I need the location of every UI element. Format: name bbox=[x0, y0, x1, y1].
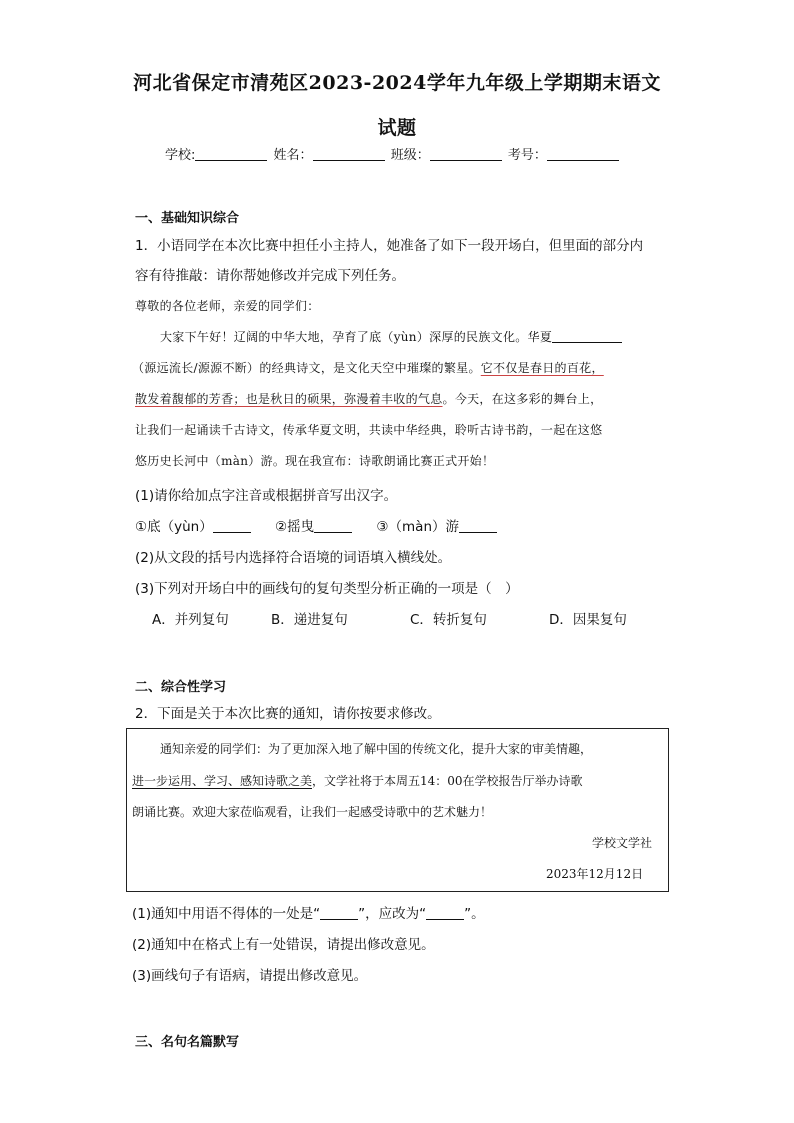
passage-line3-text: 。今天，在这多彩的舞台上， bbox=[442, 392, 603, 406]
notice-line3: 朗诵比赛。欢迎大家莅临观看，让我们一起感受诗歌中的艺术魅力！ bbox=[132, 805, 493, 819]
option-a[interactable]: A．并列复句 bbox=[152, 612, 229, 628]
passage-greeting: 尊敬的各位老师，亲爱的同学们： bbox=[135, 299, 320, 313]
fill-blank-1[interactable] bbox=[552, 330, 622, 343]
page-title: 河北省保定市清苑区2023-2024学年九年级上学期期末语文 bbox=[133, 72, 661, 94]
passage-line2-text: （源远流长/源源不断）的经典诗文，是文化天空中璀璨的繁星。 bbox=[132, 361, 481, 375]
exam-no-blank[interactable] bbox=[547, 148, 619, 161]
notice-line2 bbox=[132, 772, 583, 789]
passage-line5: 悠历史长河中（màn）游。现在我宣布：诗歌朗诵比赛正式开始！ bbox=[135, 454, 495, 468]
sub-question-1-items bbox=[135, 515, 497, 535]
q2-sub-question-3: (3)画线句子有语病，请提出修改意见。 bbox=[132, 968, 368, 984]
page-title-cont: 试题 bbox=[377, 117, 417, 139]
name-blank[interactable] bbox=[313, 148, 385, 161]
underlined-sentence-part2: 散发着馥郁的芳香；也是秋日的硕果，弥漫着丰收的气息 bbox=[135, 392, 443, 406]
answer-blank-2[interactable] bbox=[314, 520, 352, 533]
q2-sub1-text-c: ”。 bbox=[464, 906, 485, 922]
passage-line3 bbox=[135, 390, 602, 407]
passage-line1 bbox=[160, 328, 622, 345]
sub-question-1: (1)请你给加点字注音或根据拼音写出汉字。 bbox=[135, 488, 398, 504]
option-d[interactable]: D．因果复句 bbox=[549, 612, 627, 628]
passage-line1-text: 大家下午好！辽阔的中华大地，孕育了底（yùn）深厚的民族文化。华夏 bbox=[160, 330, 553, 344]
notice-line2-text: ，文学社将于本周五14：00在学校报告厅举办诗歌 bbox=[312, 774, 583, 788]
sub-question-3: (3)下列对开场白中的画线句的复句类型分析正确的一项是（ ） bbox=[135, 581, 519, 597]
sub-question-2: (2)从文段的括号内选择符合语境的词语填入横线处。 bbox=[135, 550, 452, 566]
section1-heading: 一、基础知识综合 bbox=[135, 211, 240, 226]
notice-underlined-sentence: 进一步运用、学习、感知诗歌之美 bbox=[132, 774, 313, 788]
q1-text-line2: 容有待推敲：请你帮她修改并完成下列任务。 bbox=[135, 268, 405, 284]
answer-blank-1[interactable] bbox=[213, 520, 251, 533]
section3-heading: 三、名句名篇默写 bbox=[135, 1035, 240, 1050]
school-label: 学校: bbox=[165, 148, 196, 163]
option-b[interactable]: B．递进复句 bbox=[271, 612, 348, 628]
item-yaoye: ②摇曳 bbox=[275, 519, 315, 535]
answer-blank-3[interactable] bbox=[459, 520, 497, 533]
notice-line1: 通知亲爱的同学们：为了更加深入地了解中国的传统文化，提升大家的审美情趣， bbox=[160, 742, 593, 756]
passage-line4: 让我们一起诵读千古诗文，传承华夏文明，共读中华经典，聆听古诗书韵，一起在这悠 bbox=[135, 423, 603, 437]
school-blank[interactable] bbox=[195, 148, 267, 161]
student-info bbox=[165, 144, 621, 163]
exam-no-label: 考号： bbox=[507, 148, 547, 163]
notice-date: 2023年12月12日 bbox=[546, 867, 644, 881]
class-blank[interactable] bbox=[430, 148, 502, 161]
passage-line2 bbox=[132, 359, 604, 376]
q2-sub1-text-a: (1)通知中用语不得体的一处是“ bbox=[132, 906, 321, 922]
q1-text-line1: 1．小语同学在本次比赛中担任小主持人，她准备了如下一段开场白，但里面的部分内 bbox=[135, 238, 644, 254]
underlined-sentence-part1: 它不仅是春日的百花， bbox=[480, 361, 604, 375]
item-yun: ①底（yùn） bbox=[135, 519, 213, 535]
notice-signer: 学校文学社 bbox=[592, 836, 653, 850]
name-label: 姓名： bbox=[273, 148, 313, 163]
option-c[interactable]: C．转折复句 bbox=[410, 612, 487, 628]
q2-sub-question-2: (2)通知中在格式上有一处错误，请提出修改意见。 bbox=[132, 937, 435, 953]
section2-heading: 二、综合性学习 bbox=[135, 680, 227, 695]
q2-text: 2．下面是关于本次比赛的通知，请你按要求修改。 bbox=[135, 706, 441, 722]
item-man: ③（màn）游 bbox=[376, 519, 460, 535]
class-label: 班级： bbox=[390, 148, 430, 163]
q2-answer-blank-2[interactable] bbox=[426, 907, 464, 920]
q2-answer-blank-1[interactable] bbox=[320, 907, 358, 920]
q2-sub-question-1 bbox=[132, 902, 485, 922]
q2-sub1-text-b: ”，应改为“ bbox=[358, 906, 427, 922]
